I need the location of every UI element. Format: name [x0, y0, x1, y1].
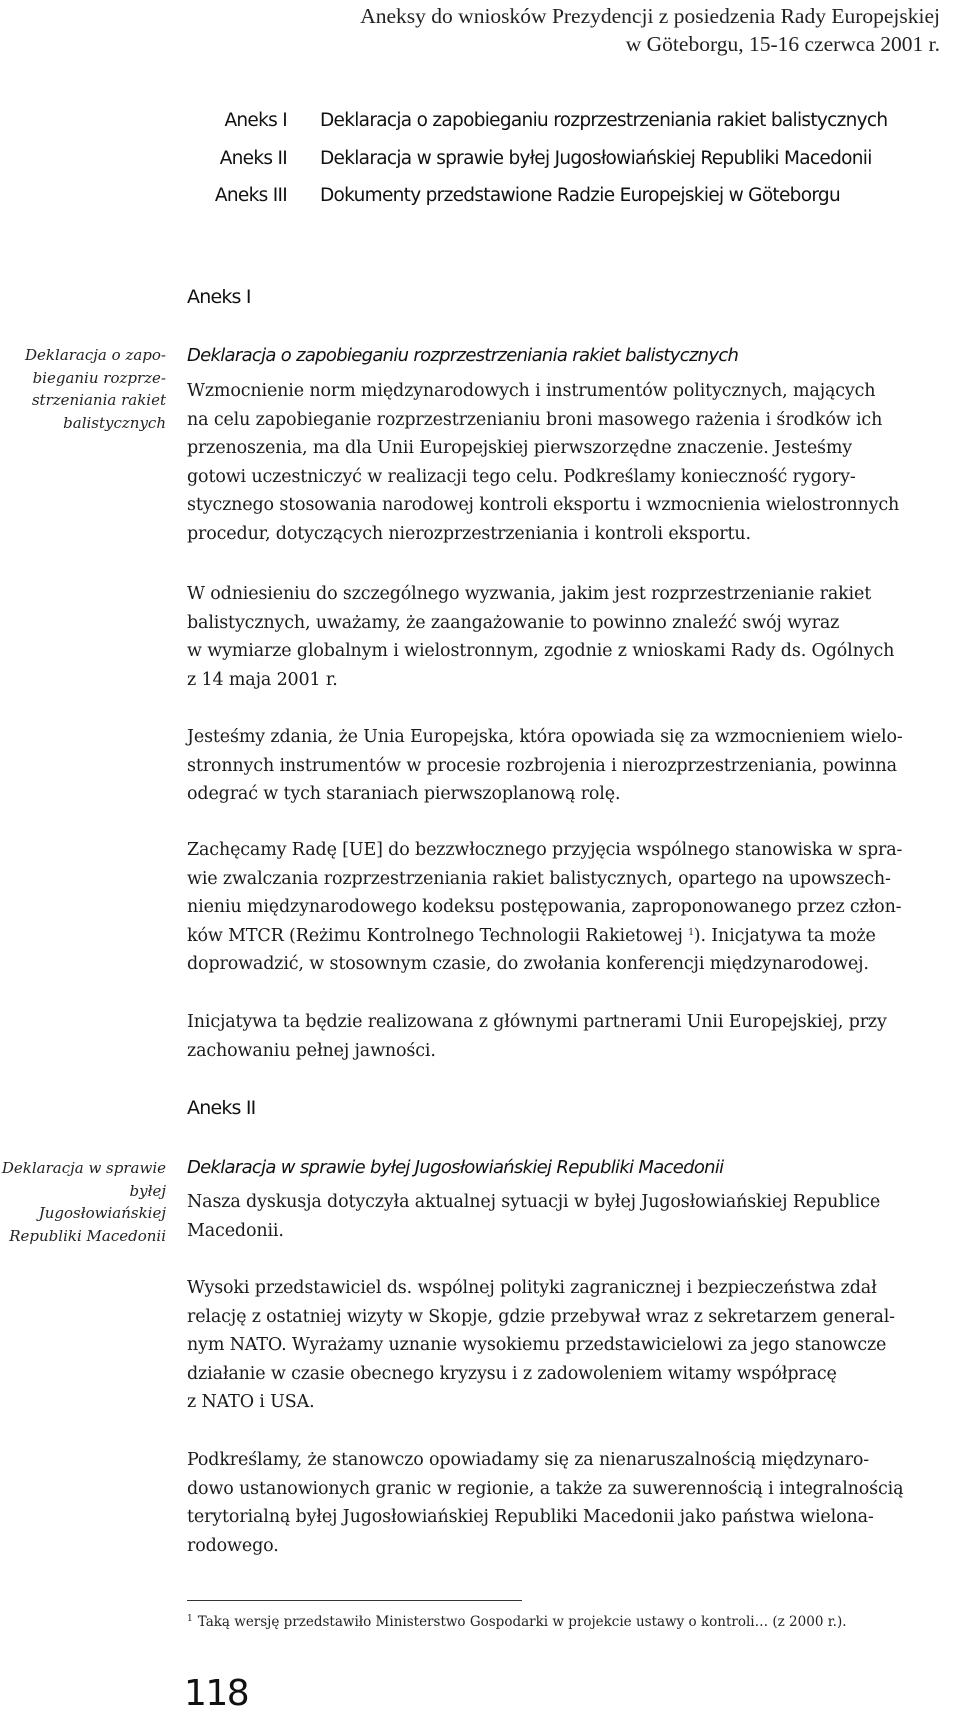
text-line: rodowego. [187, 1535, 279, 1556]
annex-list-label: Aneks II [219, 148, 287, 169]
margin-note-line: Republiki Macedonii [9, 1226, 166, 1245]
footnote-marker: 1 [187, 1614, 193, 1624]
annex-2-paragraph-2 [187, 1274, 957, 1417]
annex-1-paragraph-3 [187, 723, 957, 809]
annex-2-paragraph-3 [187, 1446, 957, 1560]
annex-1-paragraph-5 [187, 1008, 957, 1065]
text-line: Macedonii. [187, 1220, 284, 1241]
text-line: wie zwalczania rozprzestrzeniania rakiet balistycznych, opartego na upowszech- [187, 868, 891, 889]
footnote-text: Taką wersję przedstawiło Ministerstwo Gospodarki w projekcie ustawy o kontroli… (z 2000 r.). [197, 1614, 847, 1630]
text-line: działanie w czasie obecnego kryzysu i z zadowoleniem witamy współpracę [187, 1363, 837, 1384]
page-number: 118 [184, 1673, 249, 1714]
annex-1-margin-note [0, 344, 166, 434]
text-line: Zachęcamy Radę [UE] do bezzwłocznego przyjęcia wspólnego stanowiska w spra- [187, 840, 903, 860]
annex-list-title: Deklaracja o zapobieganiu rozprzestrzeniania rakiet balistycznych [320, 110, 888, 131]
text-line: Wzmocnienie norm międzynarodowych i instrumentów politycznych, mających [187, 381, 876, 401]
annex-list-label: Aneks I [224, 110, 287, 131]
text-fragment: ków MTCR (Reżimu Kontrolnego Technologii Rakietowej [187, 925, 683, 946]
text-line: Jesteśmy zdania, że Unia Europejska, która opowiada się za wzmocnieniem wielo- [187, 727, 903, 747]
text-line: stycznego stosowania narodowej kontroli eksportu i wzmocnienia wielostronnych [187, 495, 900, 515]
running-header-line-1: Aneksy do wniosków Prezydencji z posiedzenia Rady Europejskiej [360, 4, 940, 28]
text-fragment: ). Inicjatywa ta może [693, 925, 876, 946]
annex-1-paragraph-1 [187, 377, 957, 548]
annex-2-section-title: Deklaracja w sprawie byłej Jugosłowiańskiej Republiki Macedonii [187, 1157, 724, 1178]
annex-list-title: Dokumenty przedstawione Radzie Europejskiej w Göteborgu [320, 185, 840, 206]
annex-1-section-title: Deklaracja o zapobieganiu rozprzestrzeniania rakiet balistycznych [187, 345, 739, 366]
text-line: na celu zapobieganie rozprzestrzenianiu broni masowego rażenia i środków ich [187, 409, 883, 430]
text-line: doprowadzić, w stosownym czasie, do zwołania konferencji międzynarodowej. [187, 954, 869, 974]
text-line: stronnych instrumentów w procesie rozbrojenia i nierozprzestrzeniania, powinna [187, 755, 897, 776]
text-line: Wysoki przedstawiciel ds. wspólnej polityki zagranicznej i bezpieczeństwa zdał [187, 1278, 877, 1298]
margin-note-line: Deklaracja o zapo- [25, 346, 166, 364]
annex-1-heading: Aneks I [187, 286, 251, 308]
text-line: gotowi uczestniczyć w realizacji tego celu. Podkreślamy konieczność rygory- [187, 466, 856, 487]
annex-list-title: Deklaracja w sprawie byłej Jugosłowiańskiej Republiki Macedonii [320, 148, 872, 169]
text-line: Inicjatywa ta będzie realizowana z głównymi partnerami Unii Europejskiej, przy [187, 1012, 887, 1032]
margin-note-line: Deklaracja w sprawie [1, 1159, 166, 1177]
annex-1-paragraph-2 [187, 580, 957, 694]
text-line: terytorialną byłej Jugosłowiańskiej Republiki Macedonii jako państwa wielona- [187, 1507, 874, 1527]
text-line: Podkreślamy, że stanowczo opowiadamy się za nienaruszalnością międzynaro- [187, 1450, 869, 1470]
annex-list-item [0, 185, 960, 215]
footnote-reference: 1 [688, 927, 694, 938]
annex-1-paragraph-4 [187, 836, 957, 979]
text-line: z 14 maja 2001 r. [187, 669, 338, 690]
text-line: relację z ostatniej wizyty w Skopje, gdzie przebywał wraz z sekretarzem general- [187, 1306, 895, 1327]
annex-2-heading: Aneks II [187, 1097, 256, 1119]
margin-note-line: strzeniania rakiet [31, 391, 166, 409]
footnote-divider [187, 1600, 522, 1601]
text-line: procedur, dotyczących nierozprzestrzeniania i kontroli eksportu. [187, 523, 751, 544]
text-line: odegrać w tych staraniach pierwszoplanową rolę. [187, 784, 621, 804]
text-line: balistycznych, uważamy, że zaangażowanie to powinno znaleźć swój wyraz [187, 612, 840, 633]
text-line: dowo ustanowionych granic w regionie, a także za suwerennością i integralnością [187, 1478, 904, 1499]
text-line: w wymiarze globalnym i wielostronnym, zgodnie z wnioskami Rady ds. Ogólnych [187, 641, 895, 661]
text-line [187, 922, 957, 951]
annex-2-paragraph-1 [187, 1188, 957, 1245]
text-line: nym NATO. Wyrażamy uznanie wysokiemu przedstawicielowi za jego stanowcze [187, 1335, 887, 1355]
text-line: Nasza dyskusja dotyczyła aktualnej sytuacji w byłej Jugosłowiańskiej Republice [187, 1192, 881, 1212]
annex-list-item [0, 110, 960, 140]
footnote [187, 1614, 847, 1630]
margin-note-line: bieganiu rozprze- [32, 368, 166, 387]
text-line: zachowaniu pełnej jawności. [187, 1040, 436, 1061]
annex-list-label: Aneks III [214, 185, 287, 206]
running-header [120, 2, 940, 58]
running-header-line-2: w Göteborgu, 15-16 czerwca 2001 r. [625, 32, 940, 56]
annex-2-margin-note [0, 1157, 166, 1247]
text-line: W odniesieniu do szczególnego wyzwania, jakim jest rozprzestrzenianie rakiet [187, 584, 872, 604]
text-line: przenoszenia, ma dla Unii Europejskiej pierwszorzędne znaczenie. Jesteśmy [187, 438, 853, 458]
annex-list-item [0, 148, 960, 178]
margin-note-line: balistycznych [63, 413, 166, 432]
text-line: z NATO i USA. [187, 1392, 315, 1412]
text-line: nieniu międzynarodowego kodeksu postępowania, zaproponowanego przez człon- [187, 897, 902, 917]
margin-note-line: byłej Jugosłowiańskiej [38, 1181, 166, 1222]
